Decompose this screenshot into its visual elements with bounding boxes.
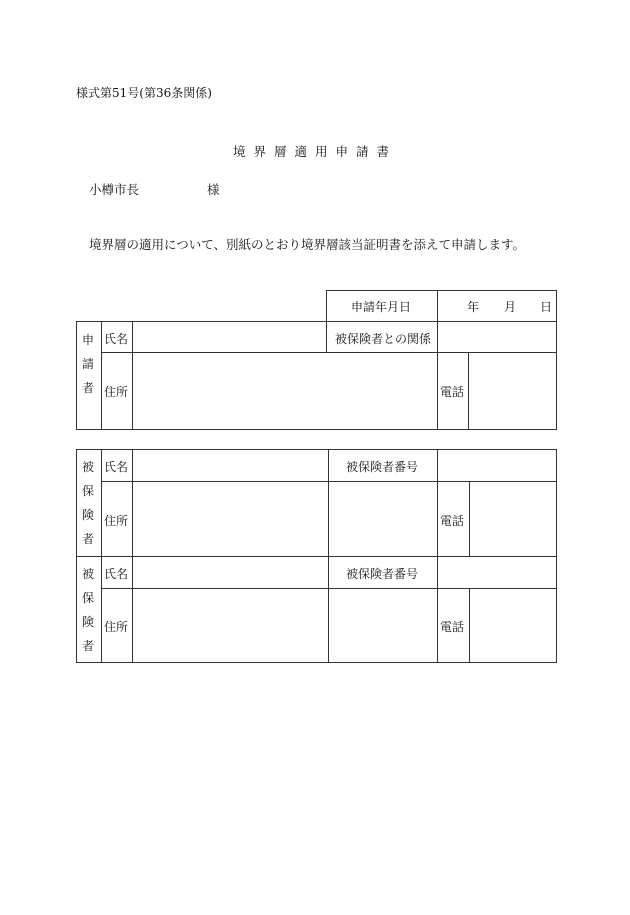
applicant-phone-label: 電話 xyxy=(440,385,465,399)
honorific: 様 xyxy=(207,182,220,197)
relation-label: 被保険者との関係 xyxy=(335,332,432,346)
day-label: 日 xyxy=(540,300,553,314)
insured-name-label-1: 氏名 xyxy=(104,460,129,474)
applicant-section-label: 申 請 者 xyxy=(81,333,94,395)
applicant-address-label: 住所 xyxy=(104,385,129,399)
insured-number-label-1: 被保険者番号 xyxy=(346,460,419,474)
applicant-block xyxy=(76,321,557,430)
insured-section-label-1: 被 保 険 者 xyxy=(81,460,94,546)
insured-address-label-1: 住所 xyxy=(104,514,129,528)
insured-section-label-2: 被 保 険 者 xyxy=(81,567,94,653)
insured-phone-label-2: 電話 xyxy=(440,620,465,634)
year-label: 年 xyxy=(467,300,480,314)
application-date-label: 申請年月日 xyxy=(351,300,412,314)
applicant-name-label: 氏名 xyxy=(104,332,129,346)
insured-phone-label-1: 電話 xyxy=(440,514,465,528)
form-number: 様式第51号(第36条関係) xyxy=(76,86,212,100)
insured-address-label-2: 住所 xyxy=(104,620,129,634)
insured-name-label-2: 氏名 xyxy=(104,567,129,581)
document-title: 境界層適用申請書 xyxy=(232,144,397,159)
month-label: 月 xyxy=(504,300,517,314)
application-statement: 境界層の適用について、別紙のとおり境界層該当証明書を添えて申請します。 xyxy=(89,237,526,252)
insured-number-label-2: 被保険者番号 xyxy=(346,567,419,581)
addressee: 小樽市長 xyxy=(89,182,140,197)
